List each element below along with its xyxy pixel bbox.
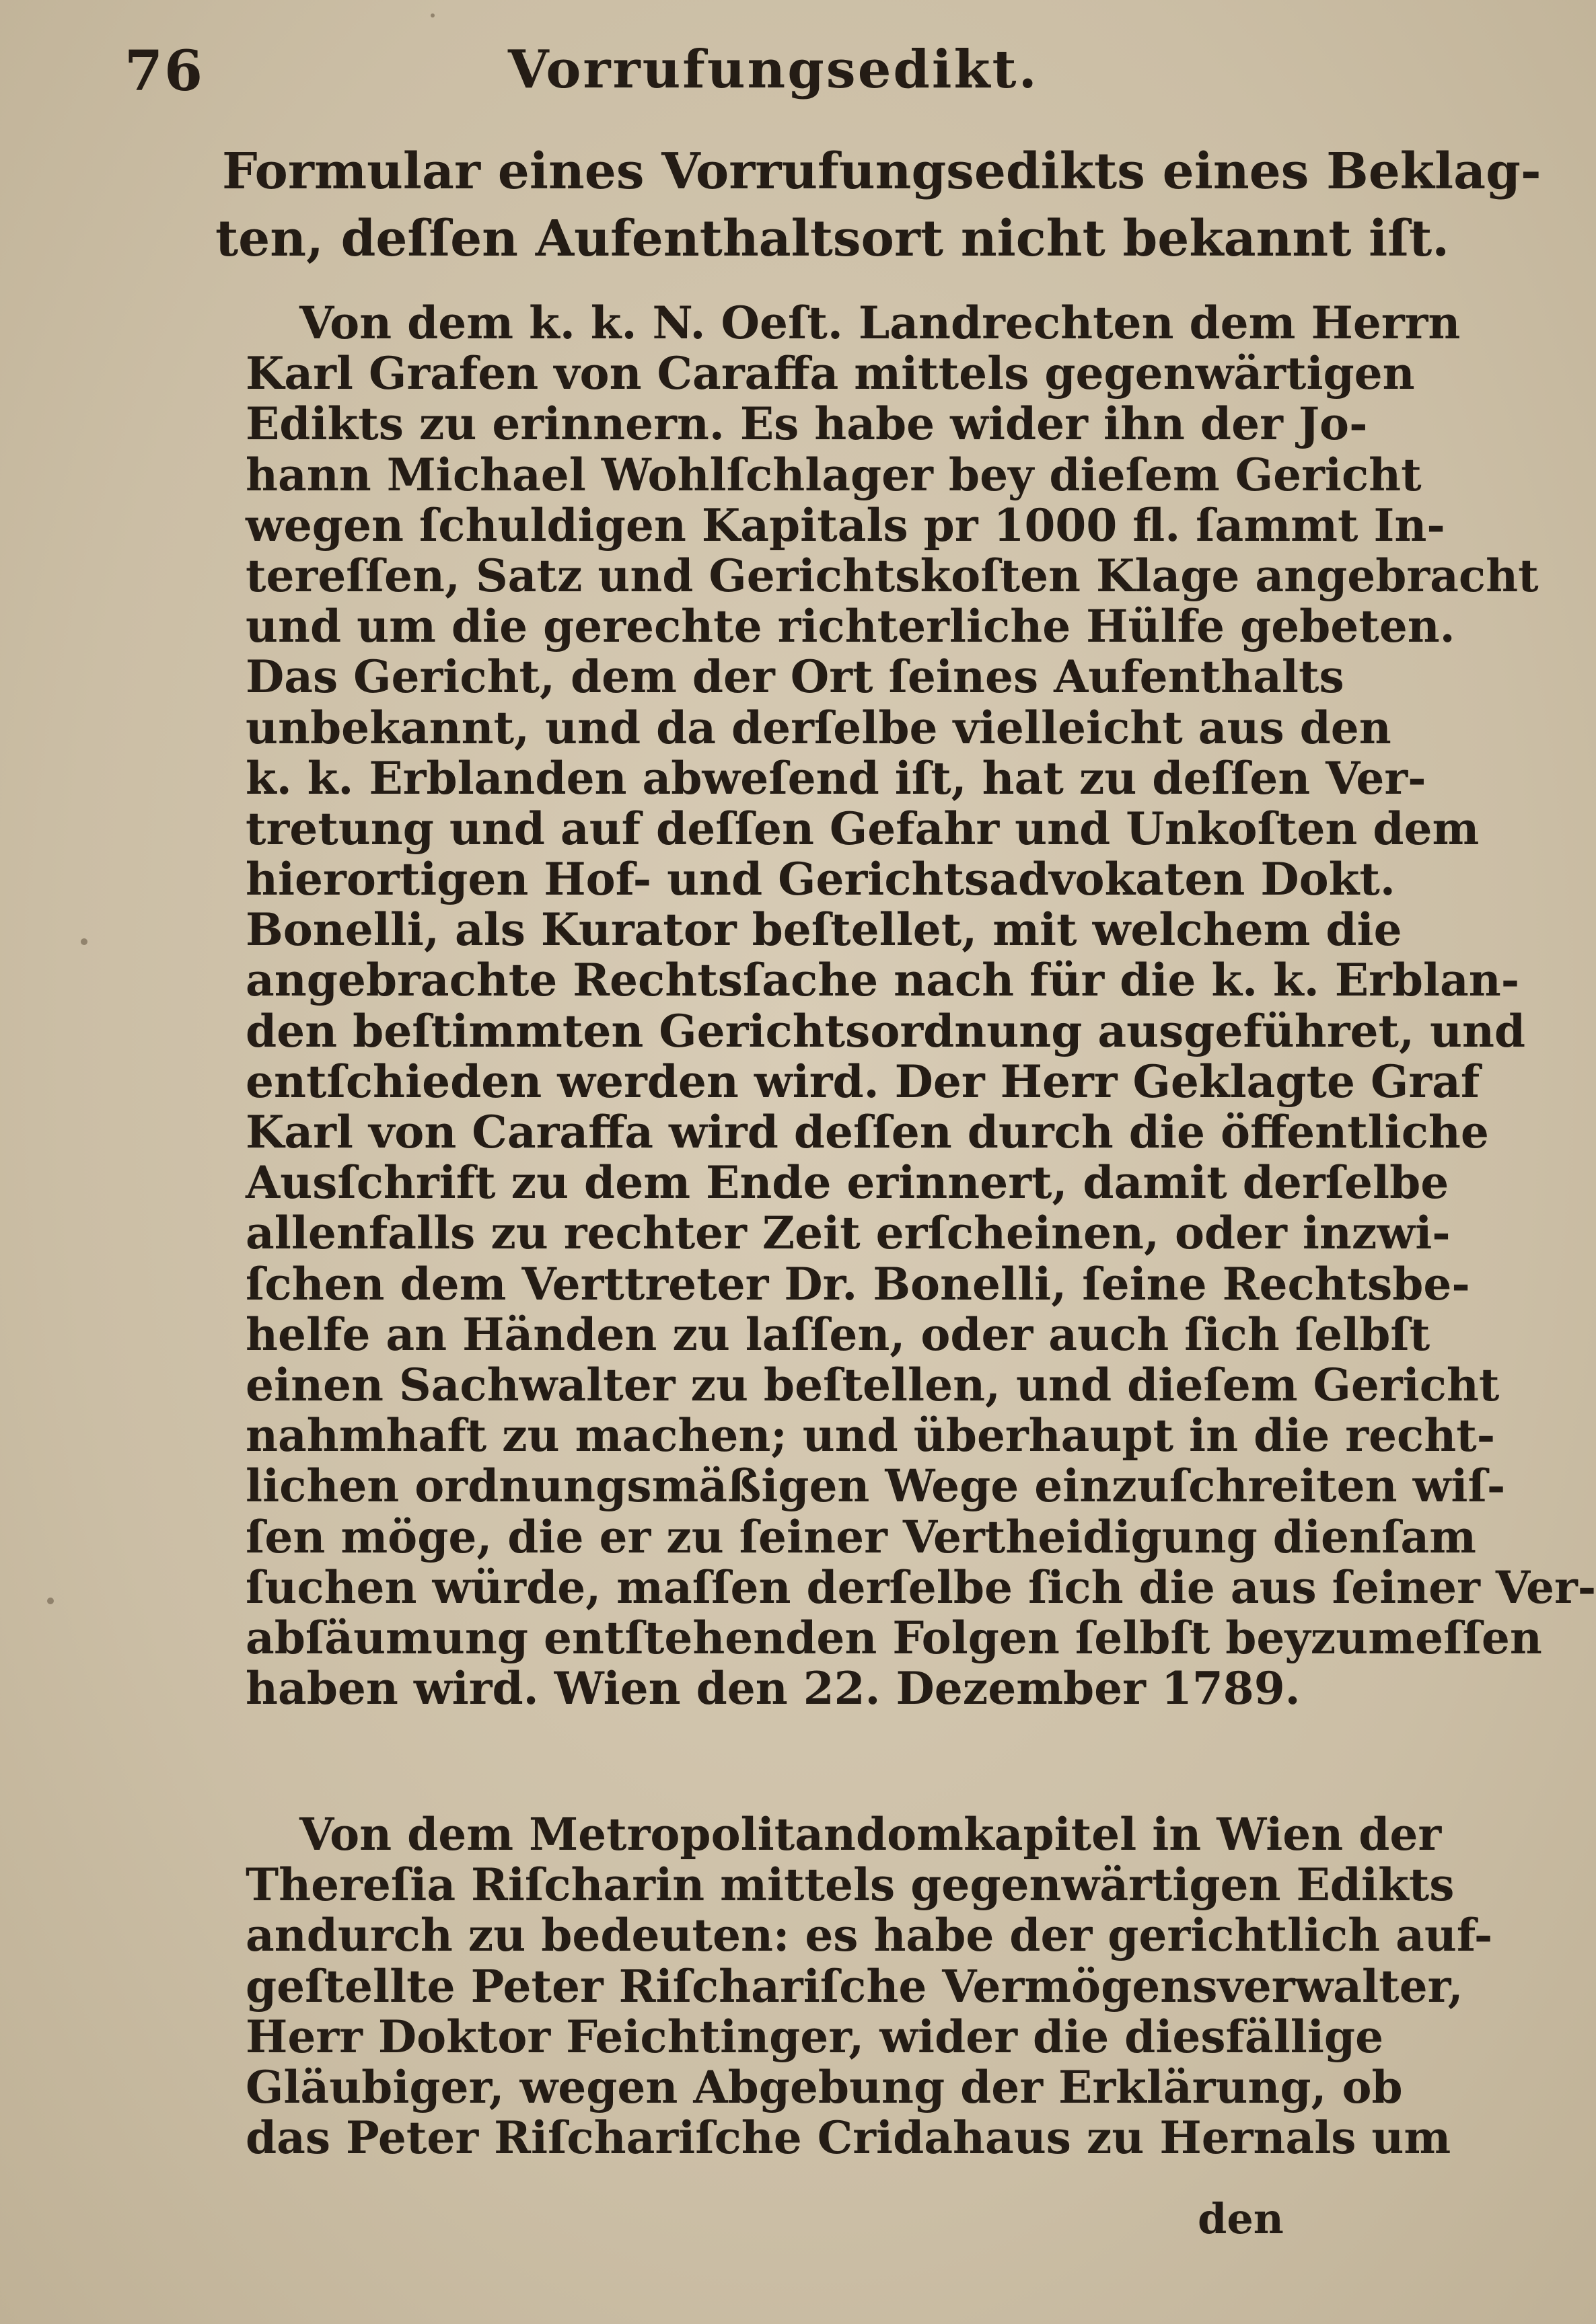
ink-speck	[81, 938, 87, 945]
text-line: das Peter Riſchariſche Cridahaus zu Hernals um	[246, 2111, 1451, 2165]
text-line: tereſſen, Satz und Gerichtskoſten Klage angebracht	[246, 549, 1539, 602]
ink-speck	[431, 13, 435, 17]
page-header	[124, 32, 1309, 106]
text-line: hierortigen Hof- und Gerichtsadvokaten Dokt.	[246, 853, 1395, 906]
text-line: Karl Grafen von Caraffa mittels gegenwärtigen	[246, 347, 1415, 400]
text-line: ſuchen würde, maſſen derſelbe ſich die aus ſeiner Ver-	[246, 1561, 1596, 1614]
text-line: den beſtimmten Gerichtsordnung ausgeführet, und	[246, 1004, 1526, 1057]
text-line: Bonelli, als Kurator beſtellet, mit welchem die	[246, 903, 1402, 957]
text-line: Karl von Caraffa wird deſſen durch die öffentliche	[246, 1106, 1489, 1158]
running-title: Vorrufungsedikt.	[508, 39, 1039, 100]
heading-line: Formular eines Vorrufungsedikts eines Beklag-	[222, 143, 1541, 200]
text-line: lichen ordnungsmäßigen Wege einzuſchreiten wiſ-	[246, 1460, 1506, 1513]
text-line: nahmhaft zu machen; und überhaupt in die recht-	[246, 1409, 1496, 1462]
paragraph-edict-caraffa	[246, 297, 1596, 1715]
text-line: ſen möge, die er zu ſeiner Vertheidigung dienſam	[246, 1510, 1476, 1563]
text-line: Herr Doktor Feichtinger, wider die diesfällige	[246, 2010, 1384, 2063]
text-line: Ausſchrift zu dem Ende erinnert, damit derſelbe	[246, 1156, 1449, 1209]
text-line: Von dem k. k. N. Oeſt. Landrechten dem Herrn	[299, 297, 1461, 349]
text-line: Edikts zu erinnern. Es habe wider ihn der Jo-	[246, 398, 1368, 451]
text-line: Von dem Metropolitandomkapitel in Wien der	[299, 1808, 1442, 1861]
text-line: andurch zu bedeuten: es habe der gerichtlich auf-	[246, 1909, 1493, 1962]
text-line: hann Michael Wohlſchlager bey dieſem Gericht	[246, 448, 1422, 501]
text-line: geſtellte Peter Riſchariſche Vermögensverwalter,	[246, 1959, 1463, 2013]
heading-line: ten, deſſen Aufenthaltsort nicht bekannt iſt.	[215, 210, 1450, 268]
page-number: 76	[124, 39, 205, 104]
text-line: entſchieden werden wird. Der Herr Geklagte Graf	[246, 1055, 1480, 1108]
text-line: abſäumung entſtehenden Folgen ſelbſt beyzumeſſen	[246, 1611, 1542, 1664]
catchword: den	[1198, 2194, 1284, 2243]
text-line: haben wird. Wien den 22. Dezember 1789.	[246, 1662, 1301, 1715]
paragraph-edict-rischarin	[246, 1808, 1493, 2165]
text-line: ſchen dem Verttreter Dr. Bonelli, ſeine Rechtsbe-	[246, 1257, 1470, 1310]
text-line: unbekannt, und da derſelbe vielleicht aus den	[246, 701, 1391, 754]
text-line: Das Gericht, dem der Ort ſeines Aufenthalts	[246, 650, 1344, 704]
text-line: helfe an Händen zu laſſen, oder auch ſich ſelbſt	[246, 1308, 1430, 1361]
ink-speck	[47, 1598, 54, 1604]
text-line: und um die gerechte richterliche Hülfe gebeten.	[246, 600, 1455, 653]
text-line: Gläubiger, wegen Abgebung der Erklärung, ob	[246, 2060, 1403, 2113]
text-line: allenfalls zu rechter Zeit erſcheinen, oder inzwi-	[246, 1207, 1451, 1260]
text-line: angebrachte Rechtsſache nach für die k. k. Erblan-	[246, 954, 1520, 1007]
section-heading	[215, 138, 1541, 272]
text-line: k. k. Erblanden abweſend iſt, hat zu deſſen Ver-	[246, 751, 1426, 804]
text-line: Thereſia Riſcharin mittels gegenwärtigen Edikts	[246, 1859, 1455, 1912]
text-line: wegen ſchuldigen Kapitals pr 1000 fl. ſammt In-	[246, 498, 1445, 552]
text-line: einen Sachwalter zu beſtellen, und dieſem Gericht	[246, 1358, 1500, 1411]
text-line: tretung und auf deſſen Gefahr und Unkoſten dem	[246, 802, 1480, 855]
